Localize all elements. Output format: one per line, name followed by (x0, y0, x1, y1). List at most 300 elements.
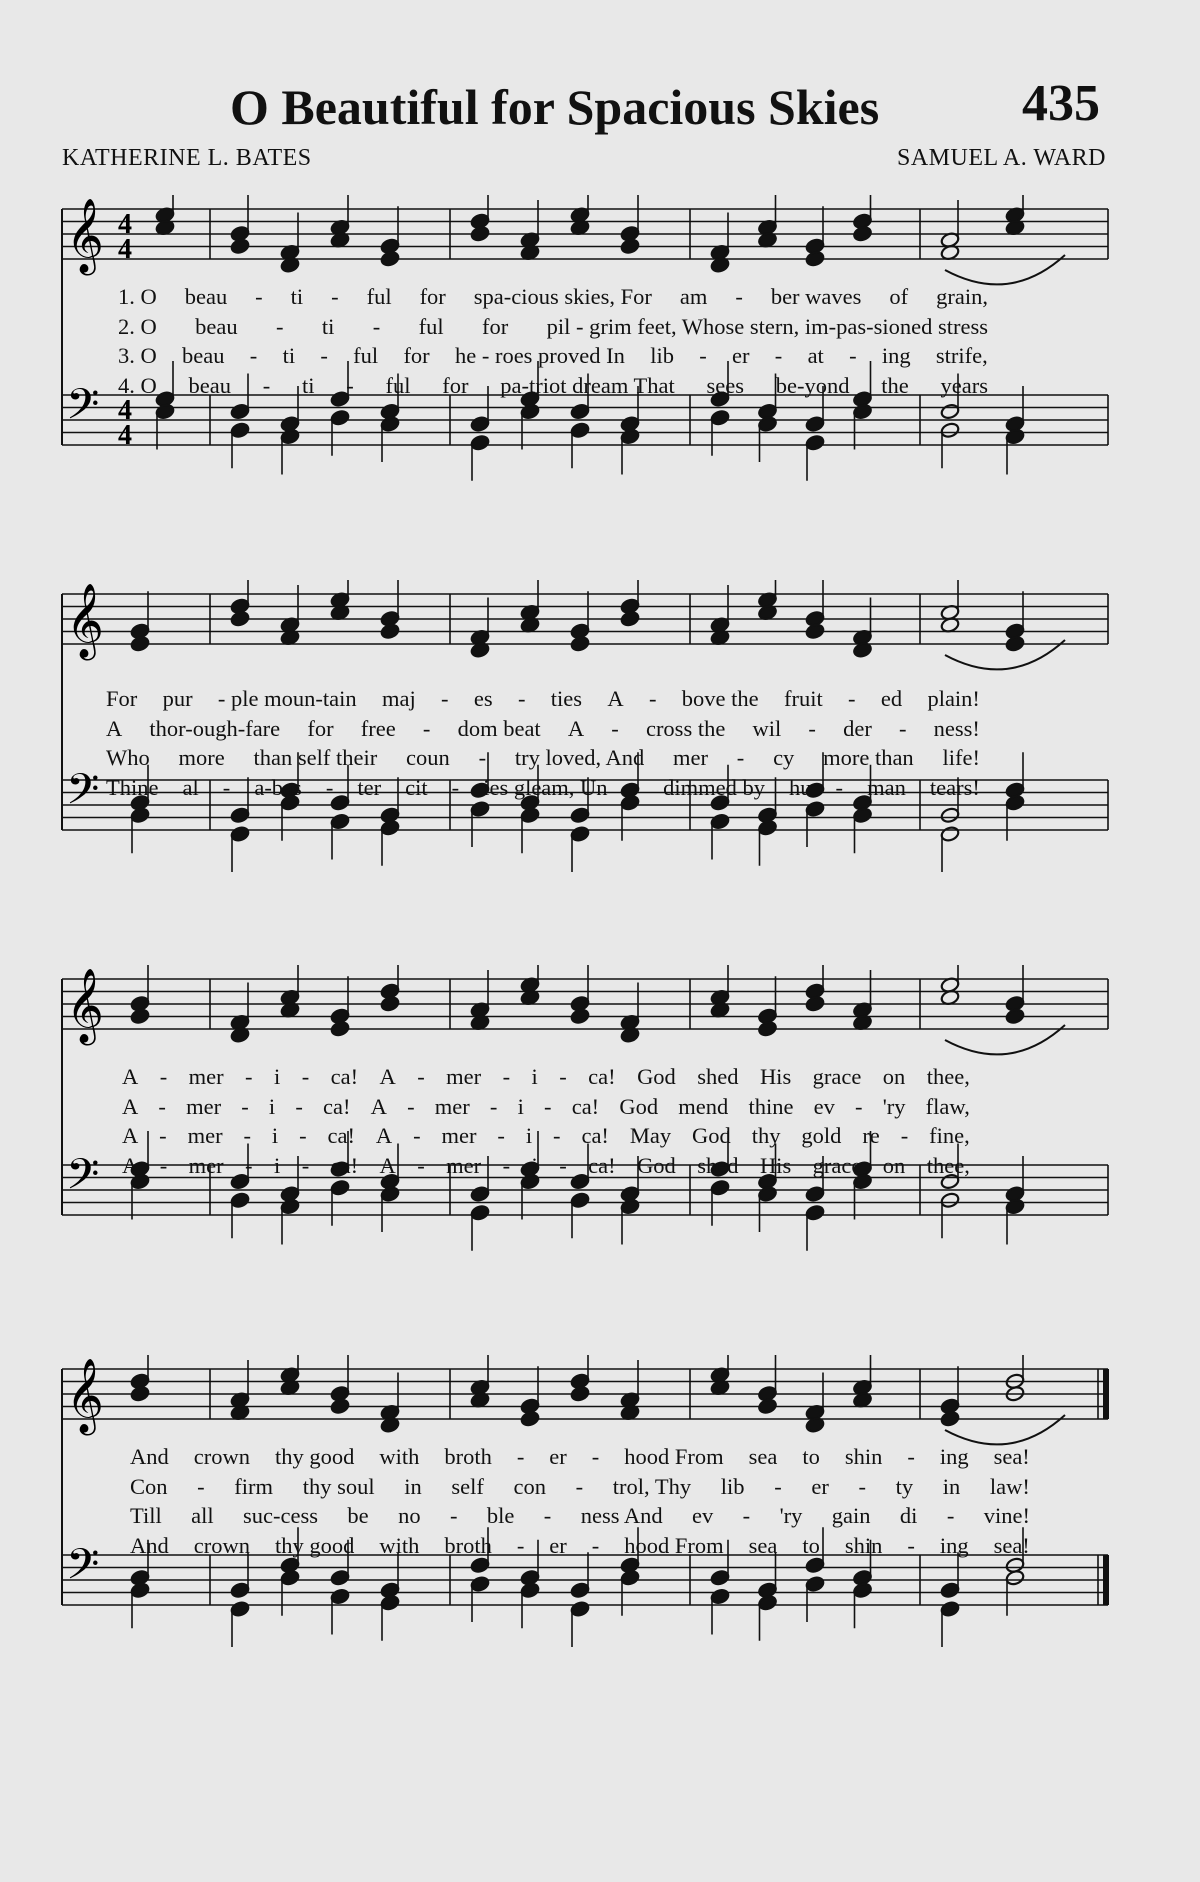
lyric-syllable: shin (844, 1444, 883, 1469)
lyric-syllable: - (320, 343, 328, 368)
lyric-syllable: - (900, 1123, 909, 1148)
lyric-syllable: for (442, 372, 469, 398)
lyric-syllable: i (525, 1123, 533, 1148)
lyric-syllable: sea! (993, 1444, 1030, 1469)
note-head (805, 995, 825, 1012)
lyric-syllable: - (449, 1503, 458, 1528)
treble-clef-icon: 𝄞 (66, 1359, 104, 1433)
lyric-syllable: ty (895, 1473, 914, 1499)
note-head (230, 1600, 250, 1617)
lyric-syllable: thy good (274, 1532, 355, 1558)
note-head (130, 635, 150, 652)
lyric-syllable: lib (720, 1473, 745, 1499)
lyric-syllable: ca! (588, 1152, 616, 1178)
lyric-syllable: er (549, 1444, 567, 1469)
lyric-syllable: - (451, 774, 460, 800)
lyric-syllable: - (735, 284, 743, 309)
note-head (230, 1582, 250, 1599)
note-head (570, 635, 590, 652)
lyric-syllable: mer (446, 1064, 482, 1089)
lyric-line-verse-4 (130, 1531, 1030, 1561)
lyric-syllable: - (245, 1064, 253, 1089)
lyric-syllable: pil - grim feet, Whose stern, im-pas-sioned stress (546, 313, 988, 339)
lyric-syllable: His (759, 1064, 792, 1089)
lyric-syllable: a-bas (254, 774, 302, 800)
lyric-syllable: ed (880, 686, 903, 711)
lyric-syllable: - (699, 343, 707, 368)
lyric-syllable: lib (650, 343, 674, 368)
treble-clef-icon: 𝄞 (66, 584, 104, 658)
lyric-syllable: grain, (936, 284, 988, 309)
lyric-syllable: sea! (993, 1532, 1030, 1558)
lyric-syllable: i (517, 1093, 524, 1119)
lyric-syllable: thee, (926, 1152, 970, 1178)
note-head (757, 819, 777, 836)
note-head (230, 238, 250, 255)
lyric-syllable: pa-triot dream That (500, 372, 675, 398)
lyric-syllable: - ple moun-tain (217, 686, 357, 711)
note-head (805, 800, 825, 817)
lyric-syllable: es (473, 686, 493, 711)
lyric-syllable: - (611, 715, 619, 741)
note-head (620, 238, 640, 255)
lyric-syllable: - (331, 284, 339, 309)
lyric-syllable: A (370, 1093, 387, 1119)
lyric-syllable: ter (357, 774, 382, 800)
lyric-syllable: beau (195, 313, 238, 339)
lyric-syllable: - (544, 1093, 552, 1119)
lyric-syllable: broth (444, 1532, 492, 1558)
lyric-syllable: i (273, 1152, 281, 1178)
lyric-syllable: A (122, 1093, 139, 1119)
lyric-syllable: - (489, 1093, 498, 1119)
lyric-syllable: And (130, 1532, 169, 1558)
lyric-syllable: 3. O (118, 343, 157, 368)
lyric-line-verse-1 (122, 1062, 970, 1092)
note-head (805, 250, 825, 267)
lyric-syllable: God (692, 1123, 731, 1148)
lyric-syllable: with (379, 1444, 420, 1469)
lyric-syllable: coun (406, 745, 450, 770)
note-head (620, 1569, 640, 1586)
note-head (757, 1594, 777, 1611)
lyric-syllable: ca! (330, 1064, 359, 1089)
note-head (852, 1582, 872, 1599)
hymn-title: O Beautiful for Spacious Skies (230, 79, 880, 135)
lyric-syllable: mend (678, 1093, 729, 1119)
bass-clef-icon: 𝄢 (66, 1540, 100, 1600)
note-head (280, 1198, 300, 1215)
lyrics-block-2 (106, 684, 980, 802)
note-head (1005, 1569, 1025, 1586)
note-head (280, 428, 300, 445)
time-signature: 4 (118, 209, 132, 240)
lyric-syllable: on (882, 1064, 906, 1089)
lyric-syllable: try loved, And (514, 745, 645, 770)
lyric-syllable: con (513, 1473, 547, 1499)
lyric-syllable: tears! (929, 774, 980, 800)
bass-clef-icon: 𝄢 (66, 380, 100, 440)
note-head (380, 1185, 400, 1202)
note-head (852, 225, 872, 242)
lyric-syllable: spa-cious skies, For (473, 284, 652, 309)
final-barline (1103, 1555, 1109, 1605)
lyric-syllable: - (774, 343, 783, 368)
note-head (940, 1582, 960, 1599)
note-head (230, 807, 250, 824)
note-head (230, 1192, 250, 1209)
note-head (570, 1008, 590, 1025)
lyric-syllable: ev (692, 1503, 714, 1528)
lyric-syllable: on (882, 1152, 906, 1178)
lyric-syllable: cy (773, 745, 795, 770)
lyric-syllable: - (275, 313, 284, 339)
lyric-syllable: grace (812, 1152, 862, 1178)
lyric-syllable: ca! (327, 1123, 355, 1148)
lyric-syllable: be-yond (775, 372, 850, 398)
lyric-syllable: ness! (933, 715, 980, 741)
note-head (1005, 1008, 1025, 1025)
note-head (570, 422, 590, 439)
lyric-syllable: - (849, 343, 857, 368)
lyric-syllable: ness And (580, 1503, 663, 1528)
lyric-syllable: ful (418, 313, 444, 339)
note-head (1005, 635, 1025, 652)
lyric-syllable: mer (188, 1152, 224, 1178)
note-head (470, 1204, 490, 1221)
lyric-syllable: er (811, 1473, 829, 1499)
bass-clef-icon: 𝄢 (66, 1150, 100, 1210)
lyric-syllable: ful (366, 284, 392, 309)
lyric-syllable: - (502, 1152, 511, 1178)
hymn-number: 435 (1022, 75, 1100, 132)
lyric-syllable: 'ry (779, 1503, 803, 1528)
note-head (520, 403, 540, 420)
lyric-syllable: for (403, 343, 430, 368)
lyric-syllable: - (543, 1503, 552, 1528)
lyric-syllable: - (517, 686, 526, 711)
note-head (940, 1192, 960, 1209)
note-head (520, 1582, 540, 1599)
lyric-syllable: ti (290, 284, 304, 309)
lyric-syllable: ing (881, 343, 911, 368)
lyric-syllable: - (516, 1444, 525, 1469)
lyric-syllable: - (855, 1093, 863, 1119)
lyric-syllable: grace (812, 1064, 862, 1089)
note-head (330, 1569, 350, 1586)
lyric-syllable: 2. O (118, 313, 157, 339)
lyric-syllable: sea (748, 1444, 778, 1469)
note-head (1005, 428, 1025, 445)
note-head (380, 995, 400, 1012)
lyric-syllable: cross the (645, 715, 726, 741)
note-head (757, 1185, 777, 1202)
lyric-syllable: i (271, 1123, 279, 1148)
note-head (940, 825, 960, 842)
lyric-syllable: - (559, 1064, 567, 1089)
note-head (130, 1582, 150, 1599)
lyric-syllable: A (122, 1064, 139, 1089)
time-signature: 4 (118, 234, 132, 265)
lyric-syllable: - (222, 774, 231, 800)
lyric-syllable: thine (748, 1093, 794, 1119)
note-head (757, 415, 777, 432)
note-head (570, 1582, 590, 1599)
lyric-syllable: in (942, 1473, 961, 1499)
lyric-syllable: - (243, 1123, 251, 1148)
note-head (805, 1204, 825, 1221)
lyric-syllable: - (245, 1152, 253, 1178)
note-head (570, 807, 590, 824)
note-head (230, 422, 250, 439)
lyric-syllable: - (422, 715, 431, 741)
lyric-syllable: A (607, 686, 624, 711)
lyric-syllable: ies gleam, Un (483, 774, 608, 800)
time-signature: 4 (118, 395, 132, 426)
lyric-syllable: suc-cess (243, 1503, 319, 1528)
lyric-syllable: der (843, 715, 872, 741)
lyric-syllable: - (591, 1444, 600, 1469)
lyrics-block-1 (118, 282, 988, 400)
lyric-syllable: re (862, 1123, 880, 1148)
lyric-line-verse-2 (106, 714, 980, 744)
lyric-syllable: fine, (929, 1123, 970, 1148)
note-head (330, 813, 350, 830)
lyric-syllable: ca! (323, 1093, 351, 1119)
lyric-syllable: - (835, 774, 844, 800)
lyric-syllable: - (301, 1152, 310, 1178)
lyric-syllable: - (159, 1064, 168, 1089)
lyric-syllable: shin (844, 1532, 883, 1558)
lyric-syllable: thy (751, 1123, 781, 1148)
lyric-syllable: dom beat (457, 715, 541, 741)
lyric-syllable: thee, (926, 1064, 970, 1089)
lyric-syllable: And (130, 1444, 169, 1469)
lyric-syllable: than self their (253, 745, 378, 770)
lyric-syllable: - (159, 1152, 168, 1178)
lyric-syllable: vine! (983, 1503, 1030, 1528)
lyric-syllable: crown (193, 1532, 250, 1558)
lyric-syllable: wil (752, 715, 782, 741)
lyric-syllable: law! (989, 1473, 1030, 1499)
lyric-syllable: all (191, 1503, 214, 1528)
lyric-syllable: God (637, 1064, 676, 1089)
lyric-syllable: ti (321, 313, 335, 339)
lyric-syllable: man (867, 774, 906, 800)
lyric-syllable: - (241, 1093, 249, 1119)
lyric-syllable: i (268, 1093, 276, 1119)
lyric-syllable: hu (789, 774, 812, 800)
lyric-syllable: - (742, 1503, 751, 1528)
note-head (757, 1398, 777, 1415)
note-head (570, 1385, 590, 1402)
lyric-syllable: - (325, 774, 334, 800)
lyric-syllable: ca! (571, 1093, 600, 1119)
lyric-syllable: shed (697, 1064, 739, 1089)
lyric-syllable: ful (385, 372, 411, 398)
lyric-syllable: Who (106, 745, 150, 770)
lyric-syllable: - (946, 1503, 955, 1528)
lyric-syllable: - (249, 343, 258, 368)
note-head (805, 1185, 825, 1202)
note-head (852, 403, 872, 420)
lyric-syllable: i (531, 1152, 538, 1178)
lyric-syllable: - (907, 1532, 915, 1558)
lyric-syllable: Till (130, 1503, 162, 1528)
lyric-syllable: mer (186, 1093, 222, 1119)
lyric-syllable: - (858, 1473, 866, 1499)
lyric-syllable: A (567, 715, 585, 741)
note-head (757, 1020, 777, 1037)
time-signature: 4 (118, 420, 132, 451)
lyric-syllable: - (848, 686, 856, 711)
note-head (710, 1569, 730, 1586)
lyric-syllable: - (648, 686, 657, 711)
lyric-syllable: A (122, 1123, 139, 1148)
lyric-syllable: no (398, 1503, 421, 1528)
lyric-syllable: mer (187, 1123, 223, 1148)
note-head (280, 1569, 300, 1586)
lyric-line-verse-4 (106, 773, 980, 803)
lyric-syllable: ties (550, 686, 583, 711)
lyric-syllable: free (360, 715, 396, 741)
lyric-syllable: broth (444, 1444, 492, 1469)
lyric-syllable: ca! (330, 1152, 359, 1178)
note-head (130, 807, 150, 824)
note-head (470, 415, 490, 432)
note-head (230, 825, 250, 842)
lyric-syllable: 'ry (882, 1093, 906, 1119)
lyric-line-verse-4 (122, 1151, 970, 1181)
lyrics-block-4 (130, 1442, 1030, 1560)
lyric-syllable: fruit (783, 686, 823, 711)
lyric-syllable: thy good (274, 1444, 355, 1469)
lyric-syllable: firm (234, 1473, 274, 1499)
note-head (470, 1575, 490, 1592)
lyric-syllable: self (451, 1473, 484, 1499)
lyric-syllable: - (808, 715, 816, 741)
note-head (805, 434, 825, 451)
lyric-line-verse-2 (122, 1092, 970, 1122)
lyric-syllable: thy soul (302, 1473, 375, 1499)
lyric-syllable: gain (831, 1503, 871, 1528)
note-head (570, 1600, 590, 1617)
note-head (570, 1192, 590, 1209)
lyric-syllable: - (478, 745, 487, 770)
note-head (330, 1179, 350, 1196)
lyric-line-verse-3 (122, 1121, 970, 1151)
lyricist-credit: KATHERINE L. BATES (62, 145, 312, 171)
lyric-syllable: with (379, 1532, 420, 1558)
lyric-syllable: God (619, 1093, 659, 1119)
lyric-syllable: - (516, 1532, 525, 1558)
lyric-syllable: more (178, 745, 225, 770)
lyric-syllable: thor-ough-fare (149, 715, 281, 741)
lyric-syllable: ti (301, 372, 315, 398)
lyric-syllable: Con (130, 1473, 168, 1499)
note-head (940, 422, 960, 439)
note-head (470, 800, 490, 817)
composer-credit: SAMUEL A. WARD (896, 145, 1106, 171)
lyric-syllable: hood From (624, 1532, 724, 1558)
lyric-syllable: - (413, 1123, 421, 1148)
note-head (710, 1588, 730, 1605)
lyric-syllable: mer (441, 1123, 477, 1148)
lyric-syllable: A (375, 1123, 393, 1148)
lyric-syllable: ev (813, 1093, 835, 1119)
lyric-syllable: - (575, 1473, 584, 1499)
note-head (130, 1385, 150, 1402)
lyric-syllable: life! (942, 745, 980, 770)
lyric-syllable: His (759, 1152, 792, 1178)
note-head (620, 1198, 640, 1215)
lyric-syllable: beau (188, 372, 231, 398)
lyric-syllable: ca! (581, 1123, 609, 1148)
note-head (805, 1575, 825, 1592)
lyric-line-verse-2 (118, 312, 988, 342)
lyric-syllable: God (637, 1152, 676, 1178)
lyric-syllable: pur (162, 686, 193, 711)
lyric-syllable: to (802, 1532, 820, 1558)
lyric-syllable: - (295, 1093, 303, 1119)
lyric-syllable: strife, (935, 343, 988, 368)
lyric-syllable: for (307, 715, 334, 741)
note-head (570, 403, 590, 420)
lyric-syllable: bove the (681, 686, 759, 711)
lyric-syllable: plain! (927, 686, 980, 711)
lyric-syllable: ing (939, 1532, 969, 1558)
lyric-syllable: - (899, 715, 907, 741)
lyric-syllable: dimmed by (663, 774, 765, 800)
lyric-syllable: - (417, 1152, 425, 1178)
note-head (805, 623, 825, 640)
lyric-syllable: A (122, 1152, 139, 1178)
note-head (710, 1179, 730, 1196)
lyric-syllable: years (940, 372, 988, 398)
note-head (1005, 1198, 1025, 1215)
note-head (570, 825, 590, 842)
lyric-syllable: the (881, 372, 909, 398)
note-head (380, 623, 400, 640)
lyric-line-verse-2 (130, 1472, 1030, 1502)
lyric-syllable: - (736, 745, 745, 770)
lyric-line-verse-1 (118, 282, 988, 312)
lyric-syllable: sees (706, 372, 745, 398)
lyric-syllable: For (106, 686, 138, 711)
lyric-syllable: - (591, 1532, 600, 1558)
lyric-syllable: i (273, 1064, 281, 1089)
lyric-syllable: - (301, 1064, 310, 1089)
note-head (230, 610, 250, 627)
lyric-syllable: - (299, 1123, 307, 1148)
note-head (380, 250, 400, 267)
note-head (940, 1600, 960, 1617)
lyric-syllable: A (379, 1064, 396, 1089)
lyric-syllable: at (807, 343, 824, 368)
lyric-syllable: Thine (106, 774, 159, 800)
lyric-syllable: to (802, 1444, 820, 1469)
lyric-syllable: - (346, 372, 354, 398)
lyric-syllable: ca! (588, 1064, 616, 1089)
lyric-syllable: i (531, 1064, 538, 1089)
lyric-line-verse-1 (106, 684, 980, 714)
lyric-syllable: mer (673, 745, 708, 770)
lyric-syllable: - (497, 1123, 505, 1148)
lyric-syllable: - (159, 1123, 167, 1148)
note-head (470, 225, 490, 242)
lyric-syllable: er (732, 343, 750, 368)
note-head (620, 610, 640, 627)
